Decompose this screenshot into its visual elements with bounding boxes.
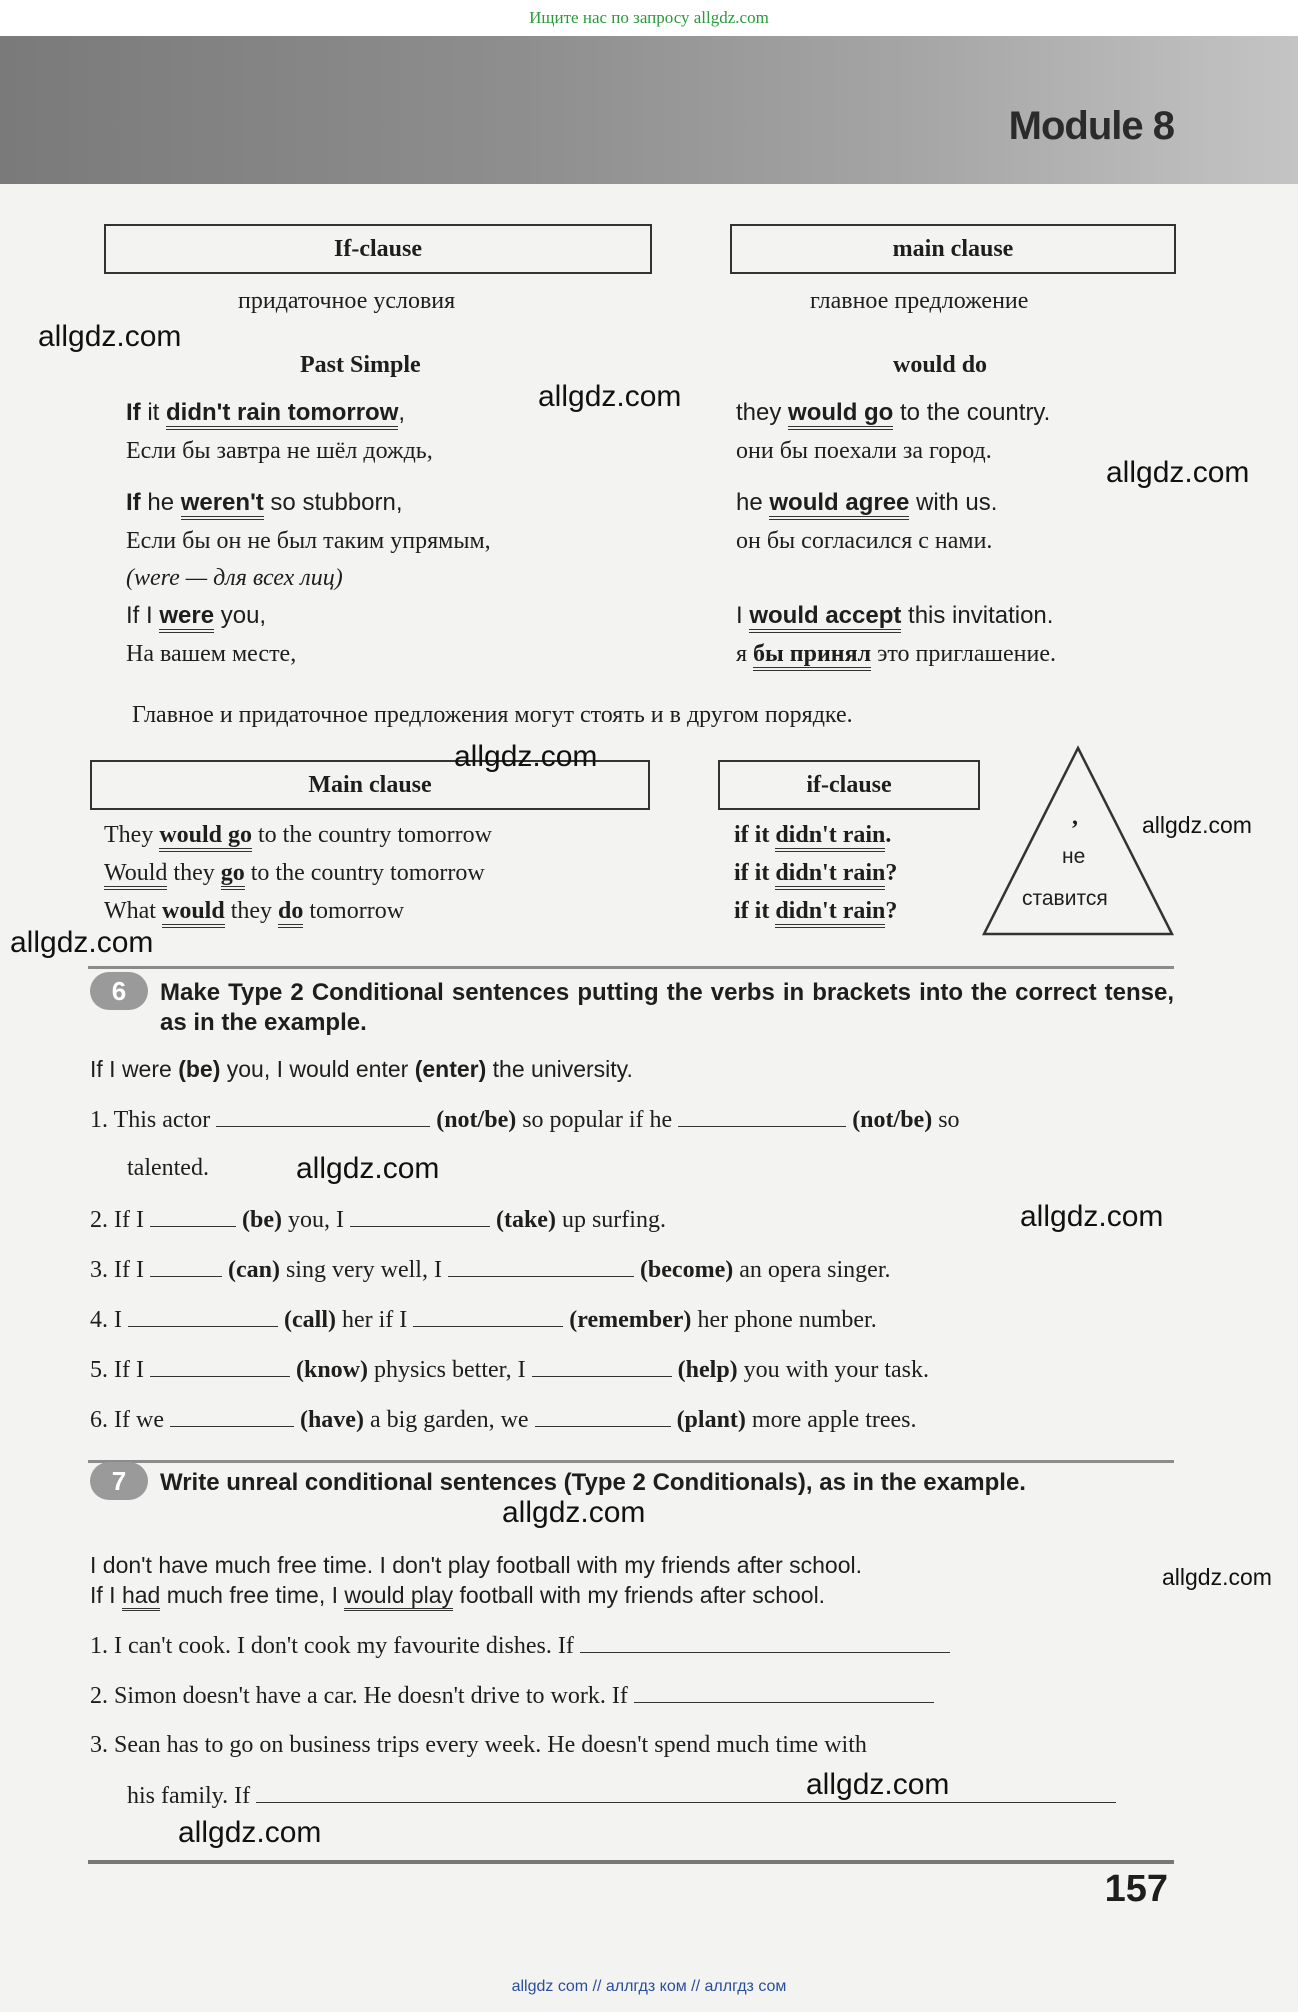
answer-blank[interactable]: [448, 1254, 634, 1277]
answer-blank[interactable]: [256, 1780, 1116, 1803]
task-6-item-1: 1. This actor (not/be) so popular if he (not/be) so: [90, 1104, 960, 1135]
task-7-item-3-cont: his family. If: [127, 1780, 1116, 1811]
main-clause-header-2: Main clause: [90, 760, 650, 810]
example-if-3-ru: На вашем месте,: [126, 641, 297, 667]
triangle-line2: ставится: [1022, 887, 1108, 910]
order-note: Главное и придаточное предложения могут стоять и в другом порядке.: [132, 702, 853, 728]
watermark: allgdz.com: [10, 926, 154, 959]
answer-blank[interactable]: [580, 1630, 950, 1653]
footer-links[interactable]: allgdz com // аллгдз ком // аллгдз сом: [511, 1978, 787, 1995]
task-7-item-1: 1. I can't cook. I don't cook my favourite dishes. If: [90, 1630, 950, 1661]
page-number: 157: [1104, 1868, 1168, 1910]
example-main-1: they would go to the country.: [736, 398, 1050, 428]
order-row-1-main: They would go to the country tomorrow: [104, 820, 492, 850]
divider-2: [88, 1460, 1174, 1463]
if-clause-ru: придаточное условия: [238, 288, 456, 314]
watermark: allgdz.com: [806, 1768, 950, 1801]
watermark: allgdz.com: [538, 380, 682, 413]
watermark: allgdz.com: [1162, 1564, 1272, 1590]
order-row-3-main: What would they do tomorrow: [104, 896, 404, 926]
task-7-example-1: I don't have much free time. I don't play football with my friends after school.: [90, 1552, 862, 1578]
example-main-1-ru: они бы поехали за город.: [736, 438, 992, 464]
order-row-3-if: if it didn't rain?: [734, 896, 897, 926]
if-clause-tense: Past Simple: [300, 352, 421, 378]
answer-blank[interactable]: [535, 1404, 671, 1427]
triangle-line1: не: [1062, 845, 1086, 868]
order-row-1-if: if it didn't rain.: [734, 820, 891, 850]
watermark: allgdz.com: [178, 1816, 322, 1849]
task-6-badge: 6: [90, 972, 148, 1010]
main-clause-header: main clause: [730, 224, 1176, 274]
task-6-item-5: 5. If I (know) physics better, I (help) you with your task.: [90, 1354, 929, 1385]
watermark: allgdz.com: [454, 740, 598, 773]
example-if-1: If it didn't rain tomorrow,: [126, 398, 405, 428]
task-7-item-3: 3. Sean has to go on business trips every week. He doesn't spend much time with: [90, 1732, 867, 1758]
task-6-item-3: 3. If I (can) sing very well, I (become) an opera singer.: [90, 1254, 891, 1285]
if-clause-header-2: if-clause: [718, 760, 980, 810]
if-clause-header: If-clause: [104, 224, 652, 274]
answer-blank[interactable]: [170, 1404, 294, 1427]
order-row-2-main: Would they go to the country tomorrow: [104, 858, 485, 888]
example-main-2-ru: он бы согласился с нами.: [736, 528, 993, 554]
answer-blank[interactable]: [678, 1104, 846, 1127]
answer-blank[interactable]: [128, 1304, 278, 1327]
task-6-item-4: 4. I (call) her if I (remember) her phone number.: [90, 1304, 877, 1335]
answer-blank[interactable]: [532, 1354, 672, 1377]
task-6-title: Make Type 2 Conditional sentences putting the verbs in brackets into the correct tense, as in the example.: [160, 979, 1174, 1036]
top-banner[interactable]: Ищите нас по запросу allgdz.com: [0, 0, 1298, 36]
watermark: allgdz.com: [1020, 1200, 1164, 1233]
answer-blank[interactable]: [634, 1680, 934, 1703]
answer-blank[interactable]: [216, 1104, 430, 1127]
task-6-item-2: 2. If I (be) you, I (take) up surfing.: [90, 1204, 666, 1235]
example-main-3-ru: я бы принял это приглашение.: [736, 639, 1056, 669]
watermark: allgdz.com: [1106, 456, 1250, 489]
bottom-divider: [88, 1860, 1174, 1864]
example-if-2-ru: Если бы он не был таким упрямым,: [126, 528, 491, 554]
task-7-badge: 7: [90, 1462, 148, 1500]
watermark: allgdz.com: [296, 1152, 440, 1185]
watermark: allgdz.com: [1142, 812, 1252, 838]
answer-blank[interactable]: [150, 1254, 222, 1277]
example-main-2: he would agree with us.: [736, 488, 997, 518]
main-clause-ru: главное предложение: [810, 288, 1029, 314]
were-note: (were — для всех лиц): [126, 565, 343, 591]
answer-blank[interactable]: [150, 1354, 290, 1377]
task-7-item-2: 2. Simon doesn't have a car. He doesn't drive to work. If: [90, 1680, 934, 1711]
order-row-2-if: if it didn't rain?: [734, 858, 897, 888]
module-title: Module 8: [1008, 104, 1174, 148]
example-if-2: If he weren't so stubborn,: [126, 488, 403, 518]
answer-blank[interactable]: [150, 1204, 236, 1227]
example-if-3: If I were you,: [126, 601, 266, 631]
watermark: allgdz.com: [502, 1496, 646, 1529]
example-main-3: I would accept this invitation.: [736, 601, 1053, 631]
watermark: allgdz.com: [38, 320, 182, 353]
answer-blank[interactable]: [350, 1204, 490, 1227]
task-6-item-6: 6. If we (have) a big garden, we (plant) more apple trees.: [90, 1404, 917, 1435]
main-clause-tense: would do: [893, 352, 988, 378]
example-if-1-ru: Если бы завтра не шёл дождь,: [126, 438, 433, 464]
task-6-example: If I were (be) you, I would enter (enter) the university.: [90, 1056, 633, 1082]
task-7-title: Write unreal conditional sentences (Type 2 Conditionals), as in the example.: [160, 1469, 1026, 1496]
answer-blank[interactable]: [413, 1304, 563, 1327]
task-6-item-1-cont: talented.: [127, 1155, 209, 1181]
task-7-example-2: If I had much free time, I would play football with my friends after school.: [90, 1580, 825, 1610]
triangle-comma: ,: [1072, 804, 1078, 830]
divider-1: [88, 966, 1174, 969]
